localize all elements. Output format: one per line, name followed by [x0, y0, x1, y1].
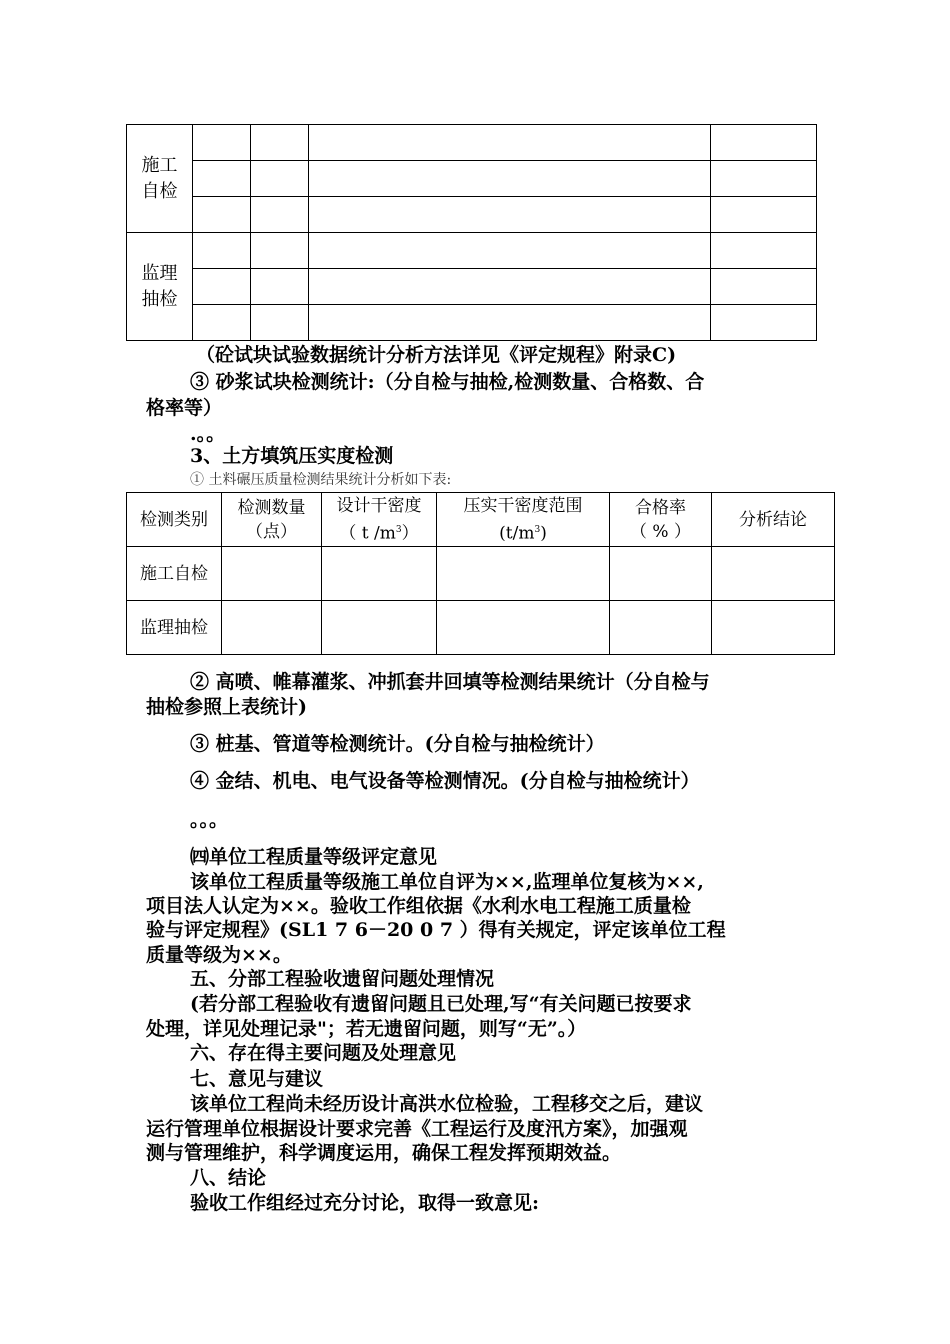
table-cell — [711, 125, 817, 161]
table-cell — [711, 233, 817, 269]
table-cell — [309, 305, 711, 341]
table-cell — [251, 161, 309, 197]
table-cell — [437, 601, 610, 655]
table-cell — [711, 305, 817, 341]
table-row — [127, 161, 817, 197]
pile-stats: ③ 桩基、管道等检测统计。(分自检与抽检统计） — [190, 733, 605, 755]
paragraph-line: 验收工作组经过充分讨论，取得一致意见: — [190, 1192, 540, 1214]
section-heading: ㈣单位工程质量等级评定意见 — [190, 846, 438, 868]
category-label: 自检 — [141, 180, 178, 202]
concrete-note: （砼试块试验数据统计分析方法详见《评定规程》附录C) — [196, 344, 677, 366]
table-cell — [222, 547, 322, 601]
table-cell — [711, 269, 817, 305]
category-label: 施工 — [141, 154, 178, 176]
header-text: (t/m — [499, 523, 535, 544]
table-row — [127, 233, 817, 269]
header-text: （点） — [246, 521, 297, 542]
header-density-range — [437, 493, 610, 547]
table-cell — [322, 547, 437, 601]
paragraph-line: 运行管理单位根据设计要求完善《工程运行及度汛方案》，加强观 — [146, 1118, 688, 1140]
header-text: （ % ） — [630, 521, 691, 542]
table-row — [127, 125, 817, 161]
section-heading: 五、分部工程验收遗留问题处理情况 — [190, 968, 495, 990]
table-cell — [712, 547, 835, 601]
table-cell — [251, 269, 309, 305]
table-cell — [193, 161, 251, 197]
paragraph-line: 测与管理维护，科学调度运用，确保工程发挥预期效益。 — [146, 1142, 622, 1164]
table-cell — [711, 161, 817, 197]
section-heading: 七、意见与建议 — [190, 1068, 324, 1090]
ellipsis: 。。。 — [190, 809, 229, 831]
table-cell — [610, 601, 712, 655]
table-row — [127, 305, 817, 341]
table-cell — [251, 233, 309, 269]
paragraph-line: 该单位工程尚未经历设计高洪水位检验，工程移交之后，建议 — [190, 1093, 704, 1115]
table-caption: ① 土料碾压质量检测结果统计分析如下表: — [190, 472, 452, 488]
table-row — [127, 197, 817, 233]
test-stats-table — [126, 124, 817, 341]
table-row — [127, 269, 817, 305]
section-heading: 六、存在得主要问题及处理意见 — [190, 1042, 457, 1064]
table-cell — [437, 547, 610, 601]
table-cell — [193, 305, 251, 341]
paragraph-line: 验与评定规程》(SL1 7 6－20 0 7 ）得有关规定，评定该单位工程 — [146, 919, 726, 941]
table-cell — [193, 125, 251, 161]
table-cell — [711, 197, 817, 233]
table-cell — [222, 601, 322, 655]
table-cell — [251, 197, 309, 233]
header-category: 检测类别 — [127, 493, 222, 547]
section-heading: 3、土方填筑压实度检测 — [190, 445, 394, 467]
table-cell — [309, 233, 711, 269]
mortar-stats-line1: ③ 砂浆试块检测统计:（分自检与抽检,检测数量、合格数、合 — [190, 371, 705, 393]
header-sup: 3 — [534, 524, 541, 535]
table-row — [127, 547, 835, 601]
table-cell — [193, 233, 251, 269]
paragraph-line: (若分部工程验收有遗留问题且已处理,写“有关问题已按要求 — [190, 993, 692, 1015]
equipment-stats: ④ 金结、机电、电气设备等检测情况。(分自检与抽检统计） — [190, 770, 700, 792]
table-header-row — [127, 493, 835, 547]
category-label: 抽检 — [141, 288, 178, 310]
header-text: 设计干密度 — [336, 495, 422, 516]
table-row — [127, 601, 835, 655]
table-cell — [322, 601, 437, 655]
section-heading: 八、结论 — [190, 1167, 267, 1189]
category-label: 监理 — [141, 262, 178, 284]
table-cell — [712, 601, 835, 655]
header-count — [222, 493, 322, 547]
header-text: 压实干密度范围 — [463, 495, 583, 516]
ellipsis: .。。 — [190, 423, 226, 445]
header-pass-rate — [610, 493, 712, 547]
mortar-stats-line2: 格率等） — [146, 397, 223, 419]
paragraph-line: 处理，详见处理记录"；若无遗留问题，则写“无”。） — [146, 1018, 587, 1040]
table-cell — [309, 161, 711, 197]
header-text: 检测数量 — [237, 497, 306, 518]
header-text: ） — [401, 523, 419, 544]
header-design-density — [322, 493, 437, 547]
header-text: 合格率 — [635, 497, 686, 518]
table-cell — [309, 269, 711, 305]
table-cell — [610, 547, 712, 601]
table-cell — [193, 197, 251, 233]
header-text: ) — [540, 523, 547, 544]
header-sup: 3 — [395, 524, 402, 535]
grouting-stats-line2: 抽检参照上表统计) — [146, 696, 307, 718]
grouting-stats-line1: ② 高喷、帷幕灌浆、冲抓套井回填等检测结果统计（分自检与 — [190, 671, 710, 693]
compaction-table — [126, 492, 835, 655]
table-cell — [193, 269, 251, 305]
paragraph-line: 质量等级为××。 — [146, 944, 292, 966]
row-category: 施工自检 — [127, 547, 222, 601]
category-cell — [127, 125, 193, 233]
table-cell — [309, 125, 711, 161]
table-cell — [251, 125, 309, 161]
header-conclusion: 分析结论 — [712, 493, 835, 547]
header-text: （ t /m — [339, 523, 396, 544]
row-category: 监理抽检 — [127, 601, 222, 655]
category-cell — [127, 233, 193, 341]
table-cell — [309, 197, 711, 233]
paragraph-line: 项目法人认定为××。验收工作组依据《水利水电工程施工质量检 — [146, 895, 691, 917]
table-cell — [251, 305, 309, 341]
paragraph-line: 该单位工程质量等级施工单位自评为××,监理单位复核为××, — [190, 871, 704, 893]
